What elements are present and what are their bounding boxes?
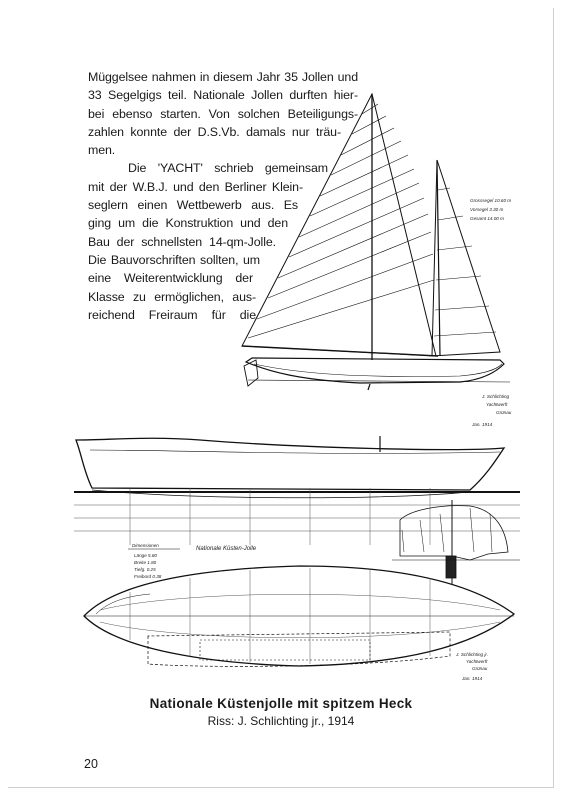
dimensions-row: Länge 5.80 [134, 553, 157, 558]
text-line: eine Weiterentwicklung der [88, 271, 253, 286]
figure-caption-subtitle: Riss: J. Schlichting jr., 1914 [207, 714, 355, 728]
text-line: Müggelsee nahmen in diesem Jahr 35 Jollen und [88, 70, 358, 84]
signature-bottom [455, 652, 488, 681]
signature-line: Yachtwerft [466, 659, 488, 664]
dimensions-row: Tiefg. 0.25 [134, 567, 156, 572]
text-line: seglern einen Wettbewerb aus. Es [88, 198, 298, 213]
signature-top [471, 394, 512, 427]
hull-profile [74, 436, 520, 545]
dimensions-row: Freibord 0.38 [134, 574, 162, 579]
signature-line: J. Schlichting jr. [456, 652, 488, 657]
dimensions-box [128, 543, 257, 579]
sail-area-note: Gesamt 14.00 m [470, 216, 504, 221]
text-line: ging um die Konstruktion und den [88, 216, 288, 231]
text-line: reichend Freiraum für die [88, 307, 256, 322]
text-line: mit der W.B.J. und den Berliner Klein- [88, 179, 303, 194]
signature-line: Grünau [496, 410, 512, 415]
dimensions-row: Breite 1.80 [134, 560, 157, 565]
deck-plan [84, 566, 514, 666]
sail-area-notes [470, 198, 511, 221]
text-line: Die 'YACHT' schrieb gemeinsam [128, 161, 328, 176]
sail-area-note: Grosssegel 10.60 m [470, 198, 512, 203]
text-line: Die Bauvorschriften sollten, um [88, 252, 260, 267]
signature-line: Grünau [472, 666, 488, 671]
text-line: Klasse zu ermöglichen, aus- [88, 289, 256, 304]
signature-line: J. Schlichting [482, 394, 510, 399]
sail-area-note: Vorsegel 3.30 m [470, 207, 504, 212]
figure-caption-title: Nationale Küstenjolle mit spitzem Heck [149, 696, 413, 711]
text-line: 33 Segelgigs teil. Nationale Jollen durften hier- [88, 88, 358, 103]
signature-line: Jan. 1914 [472, 422, 493, 427]
signature-line: Jan. 1914 [462, 676, 483, 681]
page-number: 20 [84, 757, 98, 771]
text-line: bei ebenso starten. Von solchen Beteiligungs- [88, 106, 358, 121]
dimensions-title: Dimensionen [132, 543, 159, 548]
text-line: zahlen konnte der D.S.Vb. damals nur träu- [88, 124, 341, 139]
body-plan [392, 500, 520, 584]
signature-line: Yachtwerft [486, 402, 508, 407]
sail-plan [242, 94, 510, 390]
text-line: Bau der schnellsten 14-qm-Jolle. [88, 234, 276, 249]
text-line: men. [88, 143, 116, 158]
plan-title: Nationale Küsten-Jolle [196, 546, 257, 552]
